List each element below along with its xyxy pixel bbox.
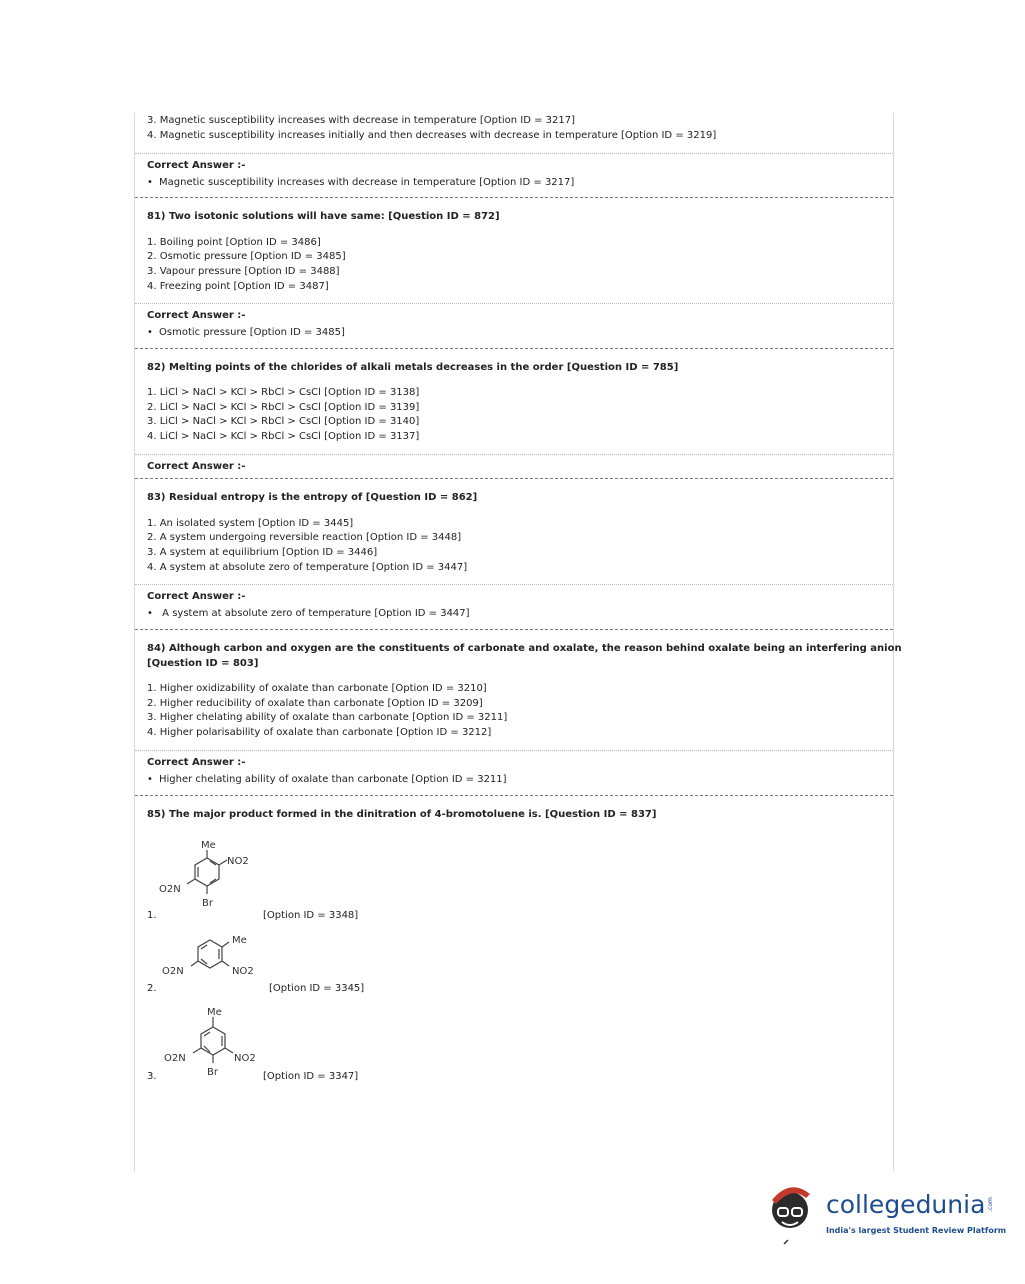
option: 2. Higher reducibility of oxalate than carbonate [Option ID = 3209] (147, 698, 483, 709)
option: 4. Higher polarisability of oxalate than carbonate [Option ID = 3212] (147, 727, 492, 738)
o2n-label: O2N (159, 884, 181, 895)
option-number: 1. (147, 910, 157, 921)
question-text: 83) Residual entropy is the entropy of [Question ID = 862] (147, 492, 478, 503)
document-page (134, 113, 902, 1171)
o2n-label: O2N (164, 1053, 186, 1064)
correct-answer: • Higher chelating ability of oxalate than carbonate [Option ID = 3211] (147, 774, 507, 785)
correct-answer-label: Correct Answer :- (147, 591, 246, 602)
option: 1. Higher oxidizability of oxalate than carbonate [Option ID = 3210] (147, 683, 487, 694)
logo-tagline: India's largest Student Review Platform (826, 1226, 1007, 1235)
option: 1. Boiling point [Option ID = 3486] (147, 237, 321, 248)
option: 4. A system at absolute zero of temperature [Option ID = 3447] (147, 562, 468, 573)
question-text: 81) Two isotonic solutions will have same: [Question ID = 872] (147, 211, 500, 222)
correct-answer: • Magnetic susceptibility increases with decrease in temperature [Option ID = 3217] (147, 177, 575, 188)
option: 2. Osmotic pressure [Option ID = 3485] (147, 251, 346, 262)
divider (135, 454, 893, 455)
option: 3. A system at equilibrium [Option ID = 3446] (147, 547, 378, 558)
chemical-structure-2 (155, 928, 265, 988)
option: 2. A system undergoing reversible reaction [Option ID = 3448] (147, 532, 462, 543)
option-number: 2. (147, 983, 157, 994)
correct-answer-label: Correct Answer :- (147, 757, 246, 768)
option: 4. LiCl > NaCl > KCl > RbCl > CsCl [Option ID = 3137] (147, 431, 420, 442)
no2-label: NO2 (232, 966, 254, 977)
question-text: 84) Although carbon and oxygen are the constituents of carbonate and oxalate, the reason behind oxalate being an interfering anion (147, 643, 902, 654)
no2-label: NO2 (227, 856, 249, 867)
me-label: Me (201, 840, 216, 851)
divider (135, 584, 893, 585)
me-label: Me (232, 935, 247, 946)
divider (135, 153, 893, 154)
correct-answer: • A system at absolute zero of temperature [Option ID = 3447] (147, 608, 470, 619)
q80-option-4: 4. Magnetic susceptibility increases initially and then decreases with decrease in temperature [Option ID = 3219] (147, 130, 717, 141)
logo-wordmark: collegedunia (826, 1190, 986, 1219)
correct-answer: • Osmotic pressure [Option ID = 3485] (147, 327, 345, 338)
br-label: Br (207, 1067, 218, 1078)
option: 3. LiCl > NaCl > KCl > RbCl > CsCl [Option ID = 3140] (147, 416, 420, 427)
correct-answer-label: Correct Answer :- (147, 160, 246, 171)
no2-label: NO2 (234, 1053, 256, 1064)
question-divider (135, 348, 893, 349)
me-label: Me (207, 1007, 222, 1018)
option-number: 3. (147, 1071, 157, 1082)
br-label: Br (202, 898, 213, 909)
question-divider (135, 629, 893, 630)
chemical-structure-3 (155, 999, 265, 1079)
option-id: [Option ID = 3345] (269, 983, 365, 994)
chemical-structure-1 (155, 838, 265, 918)
option: 1. LiCl > NaCl > KCl > RbCl > CsCl [Option ID = 3138] (147, 387, 420, 398)
logo-com: .com (986, 1197, 994, 1212)
question-divider (135, 197, 893, 198)
option: 2. LiCl > NaCl > KCl > RbCl > CsCl [Option ID = 3139] (147, 402, 420, 413)
question-text: 82) Melting points of the chlorides of alkali metals decreases in the order [Question ID = 785] (147, 362, 679, 373)
o2n-label: O2N (162, 966, 184, 977)
option: 1. An isolated system [Option ID = 3445] (147, 518, 354, 529)
correct-answer-label: Correct Answer :- (147, 461, 246, 472)
question-divider (135, 795, 893, 796)
option-id: [Option ID = 3348] (263, 910, 359, 921)
option-id: [Option ID = 3347] (263, 1071, 359, 1082)
q80-option-3: 3. Magnetic susceptibility increases with decrease in temperature [Option ID = 3217] (147, 115, 576, 126)
divider (135, 750, 893, 751)
option: 3. Higher chelating ability of oxalate than carbonate [Option ID = 3211] (147, 712, 508, 723)
option: 4. Freezing point [Option ID = 3487] (147, 281, 329, 292)
divider (135, 303, 893, 304)
question-text: 85) The major product formed in the dinitration of 4-bromotoluene is. [Question ID = 837] (147, 809, 657, 820)
correct-answer-label: Correct Answer :- (147, 310, 246, 321)
question-text-cont: [Question ID = 803] (147, 658, 259, 669)
option: 3. Vapour pressure [Option ID = 3488] (147, 266, 340, 277)
question-divider (135, 478, 893, 479)
